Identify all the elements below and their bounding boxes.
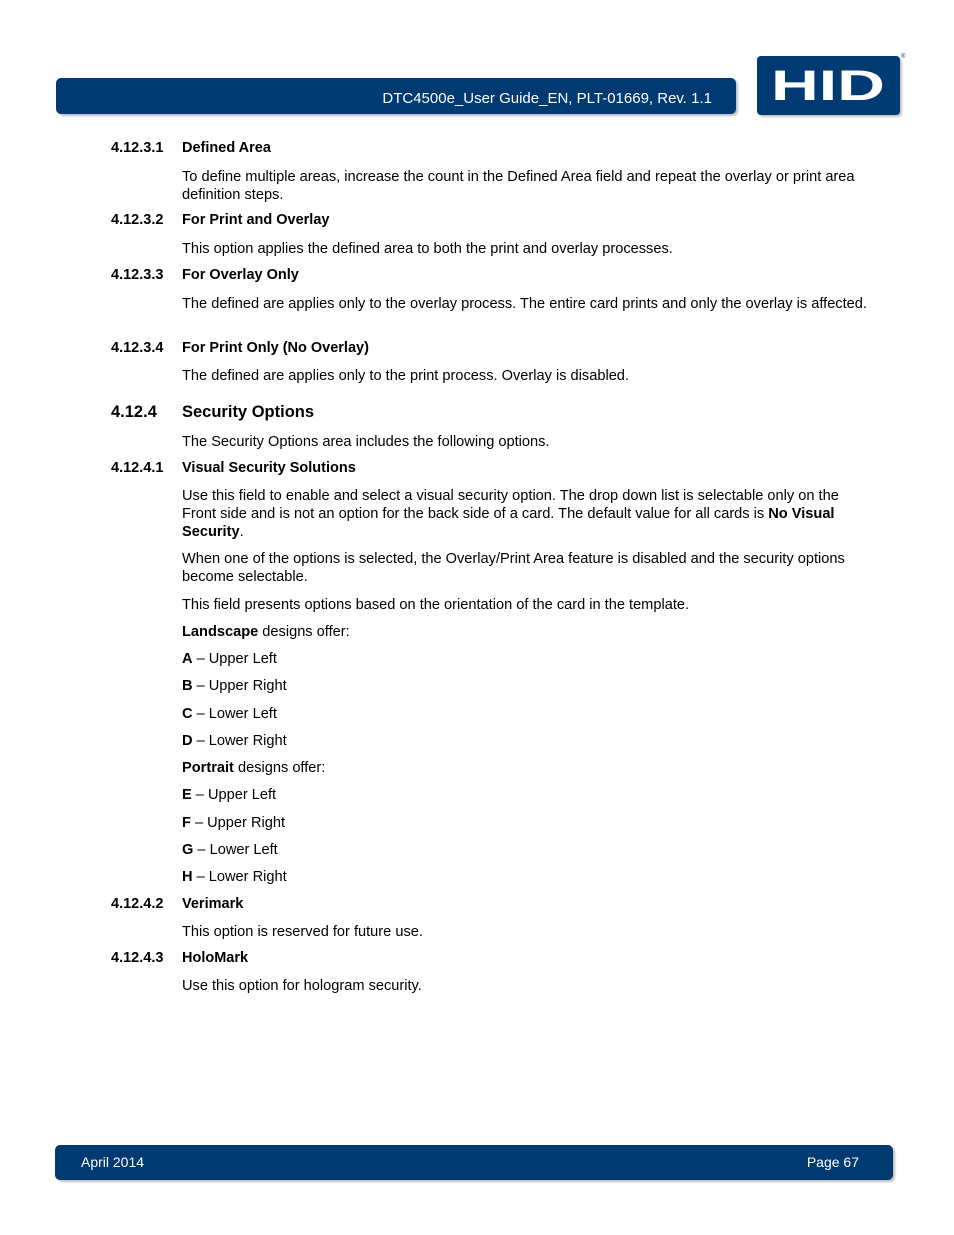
section-title: For Print and Overlay xyxy=(182,212,330,228)
section-title: HoloMark xyxy=(182,950,249,966)
default-value: No Visual Security xyxy=(182,506,835,540)
section-title: Verimark xyxy=(182,896,244,912)
paragraph: Use this field to enable and select a visual security option. The drop down list is selectable only on the Front side and is not an option for the back side of a card. The default value for all cards is No Visual Security. xyxy=(182,488,839,540)
section-number: 4.12.3.2 xyxy=(111,212,164,228)
list-item: B – Upper Right xyxy=(182,678,287,694)
heading-for-overlay-only xyxy=(111,267,299,283)
hid-logo-icon xyxy=(770,68,887,103)
heading-holomark xyxy=(111,950,248,966)
footer-date: April 2014 xyxy=(81,1154,145,1170)
paragraph: The Security Options area includes the following options. xyxy=(182,434,550,450)
list-item: A – Upper Left xyxy=(182,651,277,667)
paragraph: This option applies the defined area to both the print and overlay processes. xyxy=(182,241,673,257)
paragraph: This field presents options based on the orientation of the card in the template. xyxy=(182,597,690,613)
paragraph: Use this option for hologram security. xyxy=(182,978,422,994)
header-bar xyxy=(56,78,736,114)
section-title: Security Options xyxy=(182,403,315,421)
paragraph: This option is reserved for future use. xyxy=(182,924,423,940)
footer-bar xyxy=(55,1145,893,1180)
registered-mark: ® xyxy=(901,54,906,60)
list-item: G – Lower Left xyxy=(182,842,278,858)
paragraph: When one of the options is selected, the Overlay/Print Area feature is disabled and the security options become selectable. xyxy=(182,551,845,585)
heading-verimark xyxy=(111,896,243,912)
section-number: 4.12.3.4 xyxy=(111,340,164,356)
section-number: 4.12.4.1 xyxy=(111,460,164,476)
section-title: Visual Security Solutions xyxy=(182,460,356,476)
landscape-intro: Landscape designs offer: xyxy=(182,624,350,640)
list-item: H – Lower Right xyxy=(182,869,287,885)
section-number: 4.12.4.3 xyxy=(111,950,164,966)
hid-logo xyxy=(757,56,900,115)
list-item: D – Lower Right xyxy=(182,733,287,749)
list-item: E – Upper Left xyxy=(182,787,277,803)
paragraph: To define multiple areas, increase the count in the Defined Area field and repeat the overlay or print area definition steps. xyxy=(182,169,855,203)
portrait-intro: Portrait designs offer: xyxy=(182,760,326,776)
paragraph: The defined are applies only to the overlay process. The entire card prints and only the overlay is affected. xyxy=(182,296,867,312)
section-title: Defined Area xyxy=(182,140,271,156)
document-title: DTC4500e_User Guide_EN, PLT-01669, Rev. 1.1 xyxy=(382,90,712,107)
heading-for-print-only xyxy=(111,340,369,356)
page-number: Page 67 xyxy=(806,1154,859,1170)
logo-text: HID xyxy=(771,68,885,103)
heading-security-options xyxy=(111,403,314,422)
heading-visual-security-solutions xyxy=(111,460,356,476)
section-number: 4.12.3.1 xyxy=(111,140,164,156)
paragraph: The defined are applies only to the print process. Overlay is disabled. xyxy=(182,368,629,384)
heading-defined-area xyxy=(111,140,271,156)
section-number: 4.12.4.2 xyxy=(111,896,164,912)
section-title: For Overlay Only xyxy=(182,267,299,283)
list-item: F – Upper Right xyxy=(182,815,286,831)
section-number: 4.12.4 xyxy=(111,403,157,421)
list-item: C – Lower Left xyxy=(182,706,277,722)
section-title: For Print Only (No Overlay) xyxy=(182,340,369,356)
heading-for-print-and-overlay xyxy=(111,212,329,228)
section-number: 4.12.3.3 xyxy=(111,267,164,283)
